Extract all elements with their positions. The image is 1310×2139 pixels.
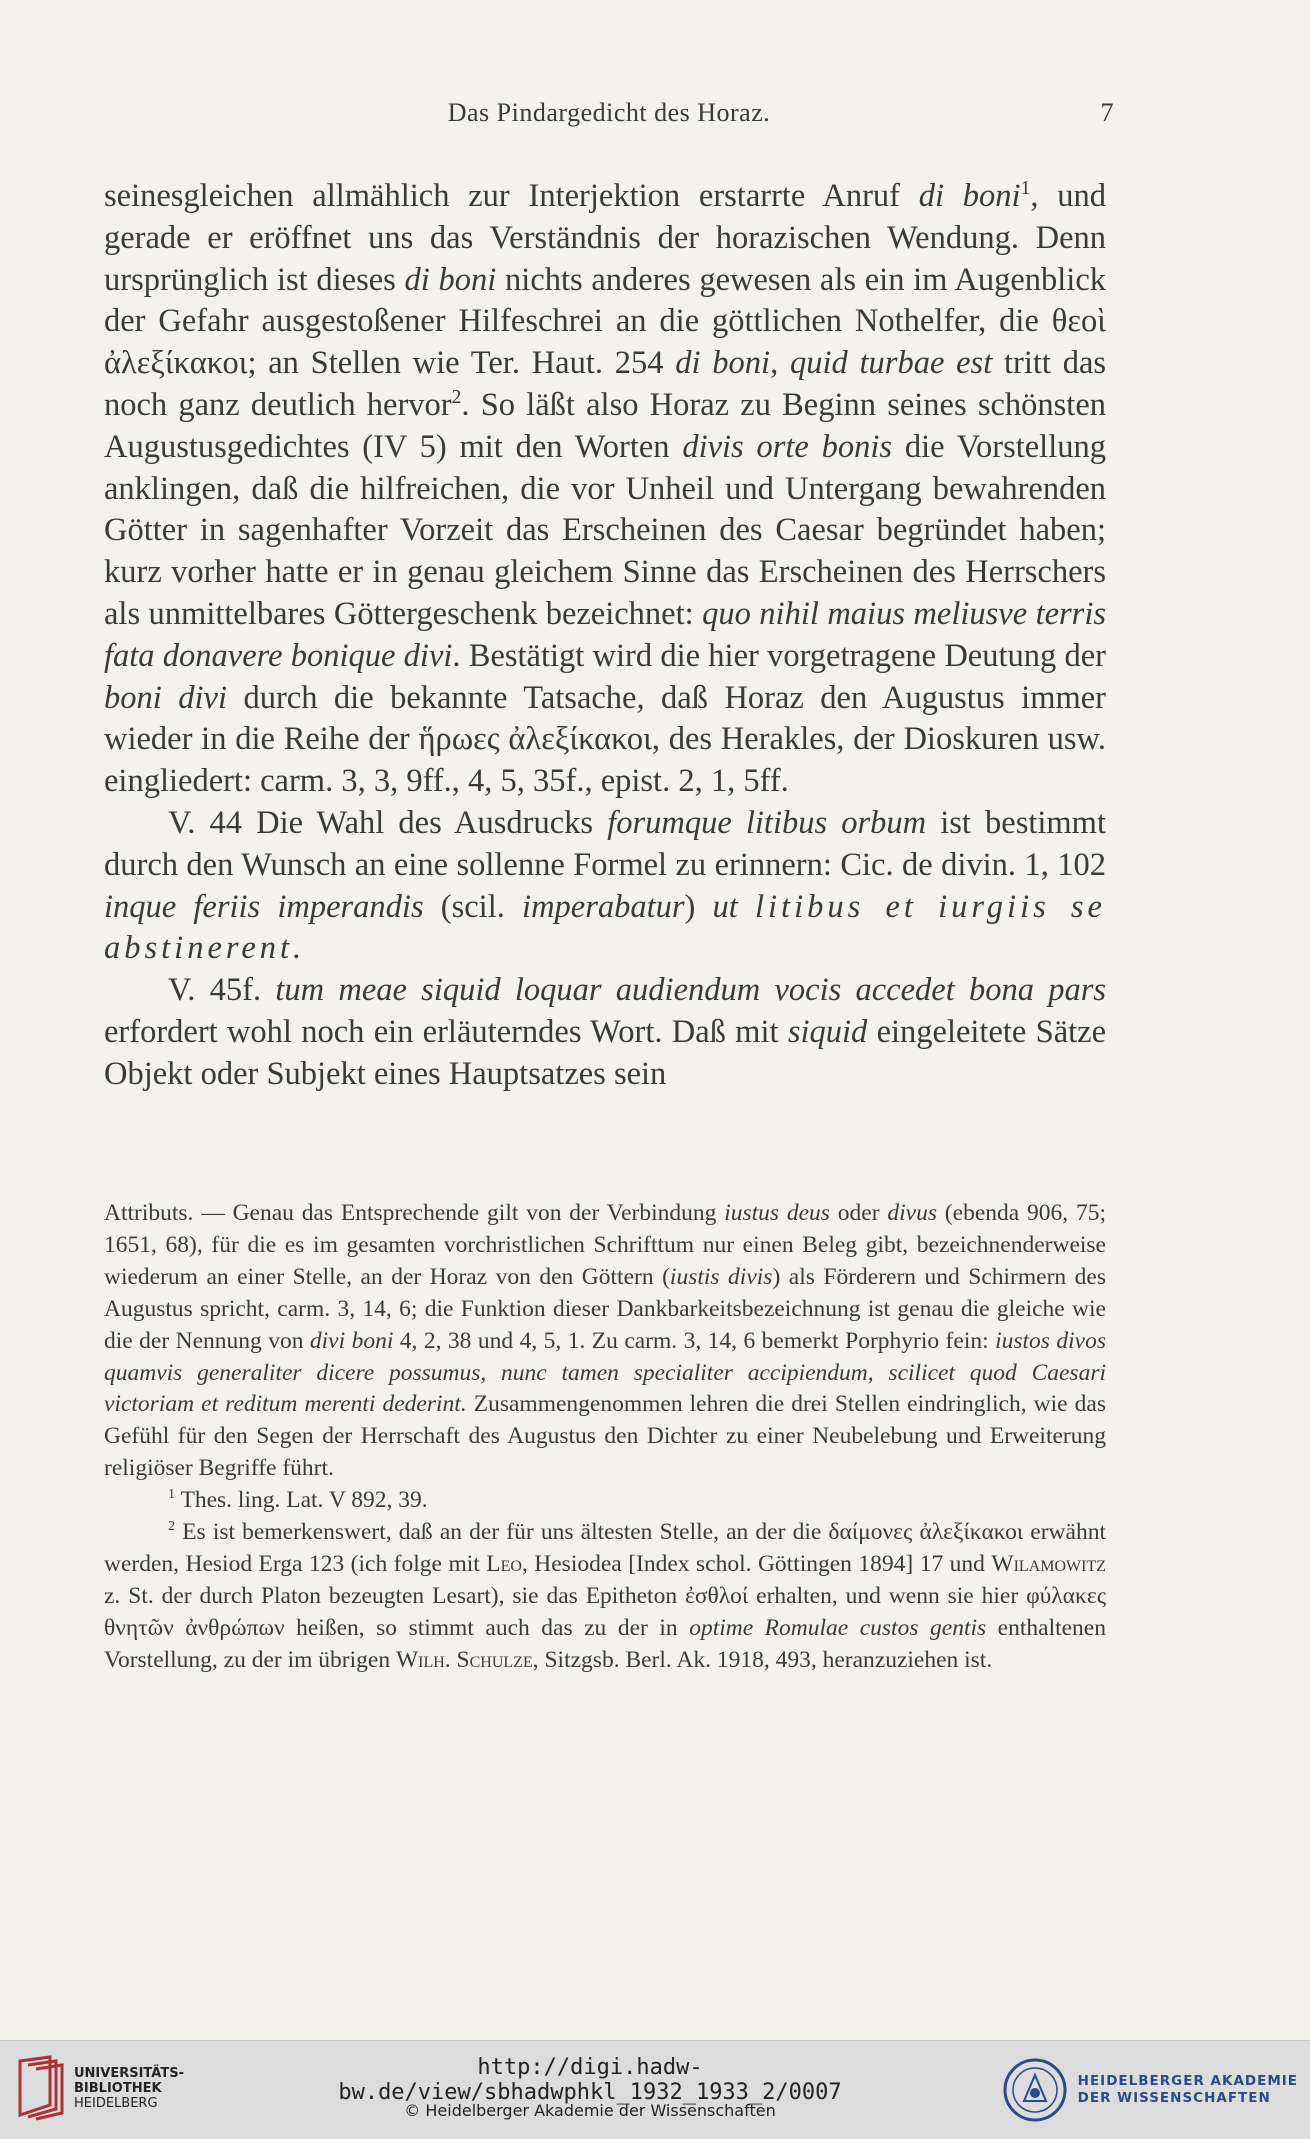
footnotes [104, 1198, 1106, 1677]
footnote-marker: 2 [451, 387, 462, 409]
author-name: Leo [486, 1550, 522, 1577]
ub-heidelberg-logo[interactable] [16, 2055, 184, 2121]
paragraph-1: seinesgleichen allmählich zur Interjektion erstarrte Anruf di boni$^1$, und gerade er eröffnet uns das Verständnis der horazischen Wendung. Denn ursprünglich ist dieses di boni nichts anderes gewesen als ein im Augenblick der Gefahr ausgestoßener Hilfeschrei an die göttlichen Nothelfer, die θεοὶ ἀλεξίκακοι; an Stellen wie Ter. Haut. 254 di boni, quid turbae est tritt das noch ganz deutlich hervor$^2$. So läßt also Horaz zu Beginn seines schönsten Augustusgedichtes (IV 5) mit den Worten divis orte bonis die Vorstellung anklingen, daß die hilfreichen, die vor Unheil und Untergang bewahrenden Götter in sagenhafter Vorzeit das Erscheinen des Caesar begründet haben; kurz vorher hatte er in genau gleichem Sinne das Erscheinen des Herrschers als unmittelbares Göttergeschenk bezeichnet: quo nihil maius meliusve terris fata donavere bonique divi. Bestätigt wird die hier vorgetragene Deutung der boni divi durch die bekannte Tatsache, daß Horaz den Augustus immer wieder in die Reihe der ἥρωες ἀλεξίκακοι, des Herakles, der Dioskuren usw. eingliedert: carm. 3, 3, 9ff., 4, 5, 35f., epist. 2, 1, 5ff. [104, 178, 1107, 800]
academy-line-2: DER WISSENSCHAFTEN [1077, 2090, 1271, 2106]
page-number: 7 [1100, 98, 1114, 127]
paragraph-3: V. 45f. tum meae siquid loquar audiendum vocis accedet bona pars erfordert wohl noch ein erläuterndes Wort. Daß mit siquid eingeleitete Sätze Objekt oder Subjekt eines Hauptsatzes sein [104, 972, 1107, 1092]
academy-line-1: HEIDELBERGER AKADEMIE [1077, 2073, 1298, 2089]
academy-logo[interactable] [1002, 2057, 1298, 2123]
permalink-url[interactable]: http://digi.hadw-bw.de/view/sbhadwphkl_1932_1933_2/0007 [338, 2055, 842, 2105]
footnote-continuation: Attributs. — Genau das Entsprechende gilt von der Verbindung iustus deus oder divus (ebenda 906, 75; 1651, 68), für die es im gesamten vorchristlichen Schrifttum nur einen Beleg gibt, bezeichnenderweise wiederum an einer Stelle, an der Horaz von den Göttern (iustis divis) als Förderern und Schirmern des Augustus spricht, carm. 3, 14, 6; die Funktion dieser Dankbarkeitsbezeichnung ist genau die gleiche wie die der Nennung von divi boni 4, 2, 38 und 4, 5, 1. Zu carm. 3, 14, 6 bemerkt Porphyrio fein: iustos divos quamvis generaliter dicere possumus, nunc tamen specialiter accipiendum, scilicet quod Caesari victoriam et reditum merenti dederint. Zusammengenommen lehren die drei Stellen eindringlich, wie das Gefühl für den Segen der Herrschaft des Augustus den Dichter zu einer Neubelebung und Erweiterung religiöser Begriffe führt. [104, 1200, 1107, 1482]
copyright-notice: © Heidelberger Akademie der Wissenschaften [404, 2101, 776, 2120]
academy-seal-icon [1002, 2057, 1068, 2123]
viewer-footer [0, 2040, 1310, 2139]
ub-line-2: BIBLIOTHEK [74, 2080, 162, 2096]
author-name: Wilh. Schulze [395, 1646, 533, 1673]
ub-line-3: HEIDELBERG [74, 2095, 158, 2111]
footnote-2: $^2$ Es ist bemerkenswert, daß an der für uns ältesten Stelle, an der die δαίμονες ἀλεξίκακοι erwähnt werden, Hesiod Erga 123 (ich folge mit Leo, Hesiodea [Index schol. Göttingen 1894] 17 und Wilamowitz z. St. der durch Platon bezeugten Lesart), sie das Epitheton ἐσθλοί erhalten, und wenn sie hier φύλακες θνητῶν ἀνθρώπων heißen, so stimmt auch das zu der in optime Romulae custos gentis enthaltenen Vorstellung, zu der im übrigen Wilh. Schulze, Sitzgsb. Berl. Ak. 1918, 493, heranzuziehen ist. [104, 1518, 1107, 1673]
footnote-marker: 1 [1020, 178, 1031, 200]
university-library-icon [16, 2055, 64, 2121]
footnote-marker: 1 [168, 1486, 176, 1503]
ub-line-1: UNIVERSITÄTS- [74, 2065, 184, 2081]
paragraph-2: V. 44 Die Wahl des Ausdrucks forumque litibus orbum ist bestimmt durch den Wunsch an eine sollenne Formel zu erinnern: Cic. de divin. 1, 102 inque feriis imperandis (scil. imperabatur) ut litibus et iurgiis se abstinerent. [104, 804, 1106, 967]
running-title: Das Pindargedicht des Horaz. [447, 98, 771, 127]
author-name: Wilamowitz [991, 1550, 1107, 1577]
footnote-1: $^1$ Thes. ling. Lat. V 892, 39. [168, 1486, 428, 1514]
footnote-marker: 2 [168, 1518, 176, 1535]
main-text [104, 176, 1106, 1096]
